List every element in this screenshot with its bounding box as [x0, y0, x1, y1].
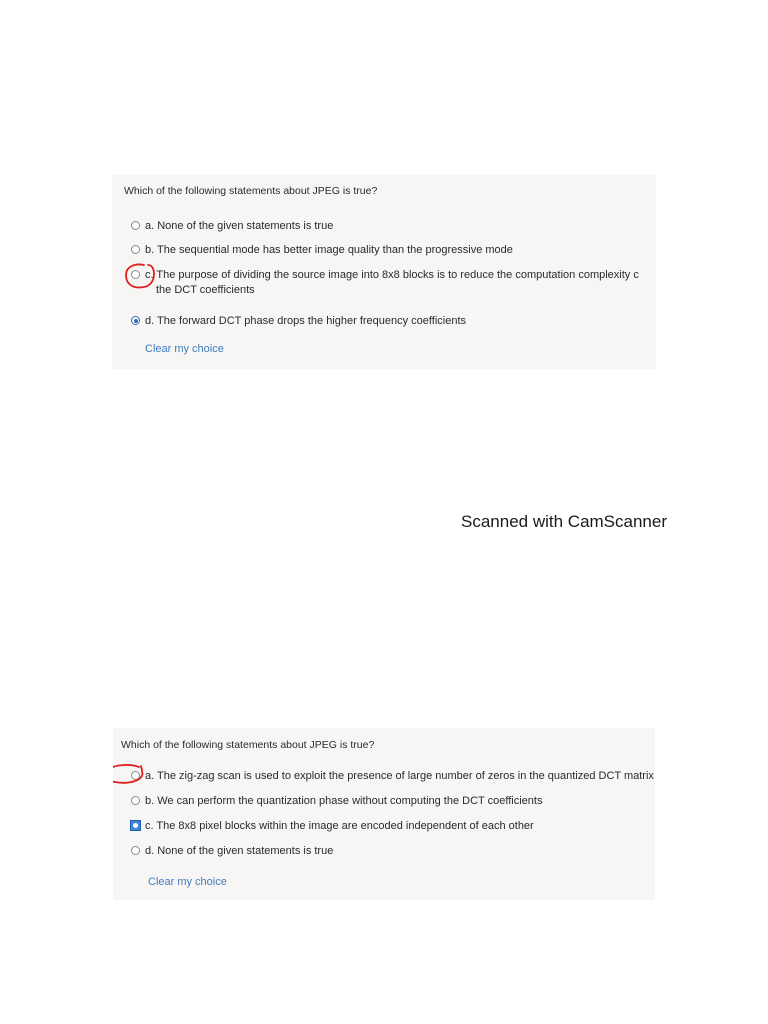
- clear-choice-link[interactable]: Clear my choice: [148, 876, 227, 888]
- radio-button-selected[interactable]: [131, 316, 140, 325]
- clear-choice-link[interactable]: Clear my choice: [145, 343, 224, 355]
- scanner-watermark: Scanned with CamScanner: [461, 512, 668, 531]
- scanned-quiz-question-2: [113, 728, 655, 900]
- radio-button[interactable]: [131, 245, 140, 254]
- radio-button[interactable]: [131, 796, 140, 805]
- radio-button[interactable]: [131, 846, 140, 855]
- radio-button[interactable]: [131, 771, 140, 780]
- radio-button-selected[interactable]: [130, 820, 141, 831]
- option-label: d. The forward DCT phase drops the higher frequency coefficients: [145, 315, 467, 327]
- question-text: Which of the following statements about JPEG is true?: [121, 739, 375, 751]
- radio-button[interactable]: [131, 221, 140, 230]
- option-label: a. The zig-zag scan is used to exploit the presence of large number of zeros in the quantized DCT matrix: [145, 770, 654, 782]
- option-label: d. None of the given statements is true: [145, 845, 334, 857]
- option-label: a. None of the given statements is true: [145, 220, 334, 232]
- option-label: c. The purpose of dividing the source image into 8x8 blocks is to reduce the computation complexity c: [145, 269, 639, 281]
- option-label: c. The 8x8 pixel blocks within the image are encoded independent of each other: [145, 820, 534, 832]
- option-label-continued: the DCT coefficients: [156, 284, 255, 296]
- scanned-quiz-question-1: [112, 175, 656, 369]
- option-label: b. We can perform the quantization phase without computing the DCT coefficients: [145, 795, 543, 807]
- radio-button[interactable]: [131, 270, 140, 279]
- option-label: b. The sequential mode has better image quality than the progressive mode: [145, 244, 513, 256]
- question-text: Which of the following statements about JPEG is true?: [124, 185, 378, 197]
